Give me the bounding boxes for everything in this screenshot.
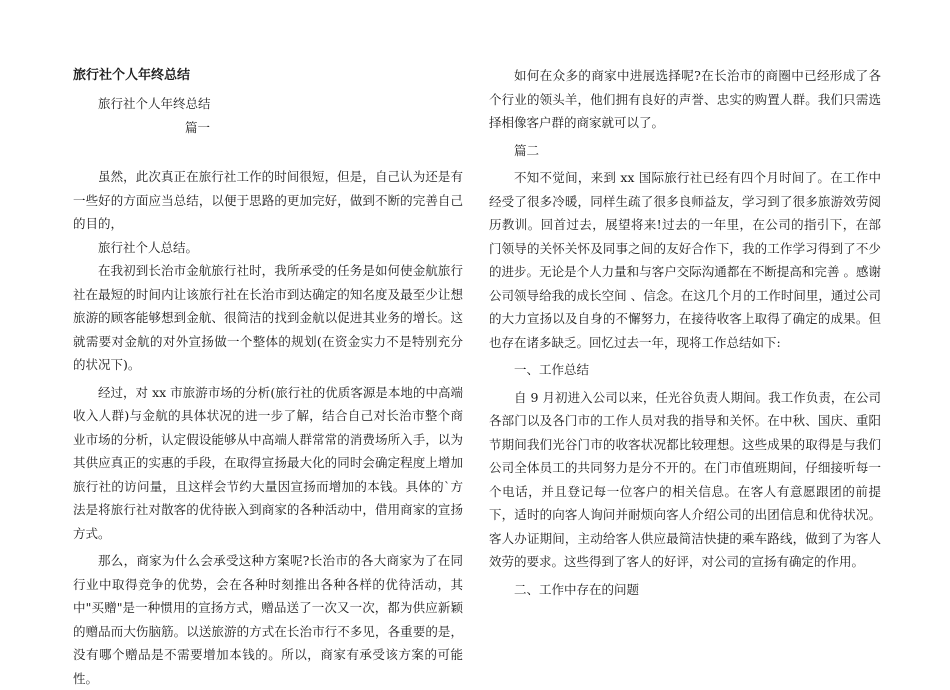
paragraph: 那么，商家为什么会承受这种方案呢?长治市的各大商家为了在同行业中取得竞争的优势，会在各种时刻推出各种各样的优待活动，其中"买赠"是一种惯用的宣扬方式，赠品送了一次又一次，都为供应新颖的赠品而大伤脑筋。以送旅游的方式在长治市行不多见，各重要的是，没有哪个赠品是不需要增加本钱的。所以，商家有承受该方案的可能性。: [73, 553, 463, 686]
paragraph: 不知不觉间，来到 xx 国际旅行社已经有四个月时间了。在工作中经受了很多冷暖，同样生疏了很多良师益友，学习到了很多旅游效劳阅历教训。回首过去，展望将来!过去的一年里，在公司的指引下，在部门领导的关怀关怀及同事之间的友好合作下，我的工作学习得到了不少的进步。无论是个人力量和与客户交际沟通都在不断提高和完善 。感谢公司领导给我的成长空间 、信念。在这几个月的工作时间里，通过公司的大力宣扬以及自身的不懈努力，在接待收客上取得了确定的成果。但也存在诸多缺乏。回忆过去一年，现将工作总结如下:: [489, 170, 881, 350]
section-heading-problems: 二、工作中存在的问题: [514, 581, 640, 597]
right-column: [489, 64, 881, 601]
document-title: 旅行社个人年终总结: [73, 68, 191, 83]
paragraph: 经过，对 xx 市旅游市场的分析(旅行社的优质客源是本地的中高端收入人群)与金航的具体状况的进一步了解，结合自己对长治市整个商业市场的分析，认定假设能够从中高端人群常常的消费场所入手，以为其供应真正的实惠的手段，在取得宣扬最大化的同时会确定程度上增加旅行社的访问量，且这样会节约大量因宣扬而增加的本钱。具体的`方法是将旅行社对散客的优待嵌入到商家的各种活动中，借用商家的宣扬方式。: [73, 384, 463, 541]
paragraph: 自 9 月初进入公司以来，任光谷负责人期间。我工作负责，在公司各部门以及各门市的工作人员对我的指导和关怀。在中秋、国庆、重阳节期间我们光谷门市的收客状况都比较理想。这些成果的取得是与我们公司全体员工的共同努力是分不开的。在门市值班期间，仔细接听每一个电话，并且登记每一位客户的相关信息。在客人有意愿跟团的前提下，适时的向客人询问并耐烦向客人介绍公司的出团信息和优待状况。客人办证期间，主动给客人供应最简洁快捷的乘车路线，做到了为客人效劳的要求。这些得到了客人的好评，对公司的宣扬有确定的作用。: [489, 389, 881, 569]
paragraph: 虽然，此次真正在旅行社工作的时间很短，但是，自己认为还是有一些好的方面应当总结，以便于思路的更加完好，做到不断的完善自己的目的，: [73, 169, 463, 231]
paragraph: 旅行社个人总结。: [98, 239, 199, 255]
left-column: [73, 64, 463, 690]
paragraph: 在我初到长治市金航旅行社时，我所承受的任务是如何使金航旅行社在最短的时间内让该旅行社在长治市到达确定的知名度及最至少让想旅游的顾客能够想到金航、很简洁的找到金航以促进其业务的增长。这就需要对金航的对外宣扬做一个整体的规划(在资金实力不是特别充分的状况下)。: [73, 263, 463, 372]
paragraph: 如何在众多的商家中进展选择呢?在长治市的商圈中已经形成了各个行业的领头羊，他们拥有良好的声誉、忠实的购置人群。我们只需选择相像客户群的商家就可以了。: [489, 68, 881, 130]
subtitle: 旅行社个人年终总结: [98, 96, 211, 111]
section-heading-work-summary: 一、工作总结: [514, 362, 590, 377]
section-mark-2: 篇二: [514, 142, 540, 158]
section-mark-1: 篇一: [185, 119, 211, 135]
